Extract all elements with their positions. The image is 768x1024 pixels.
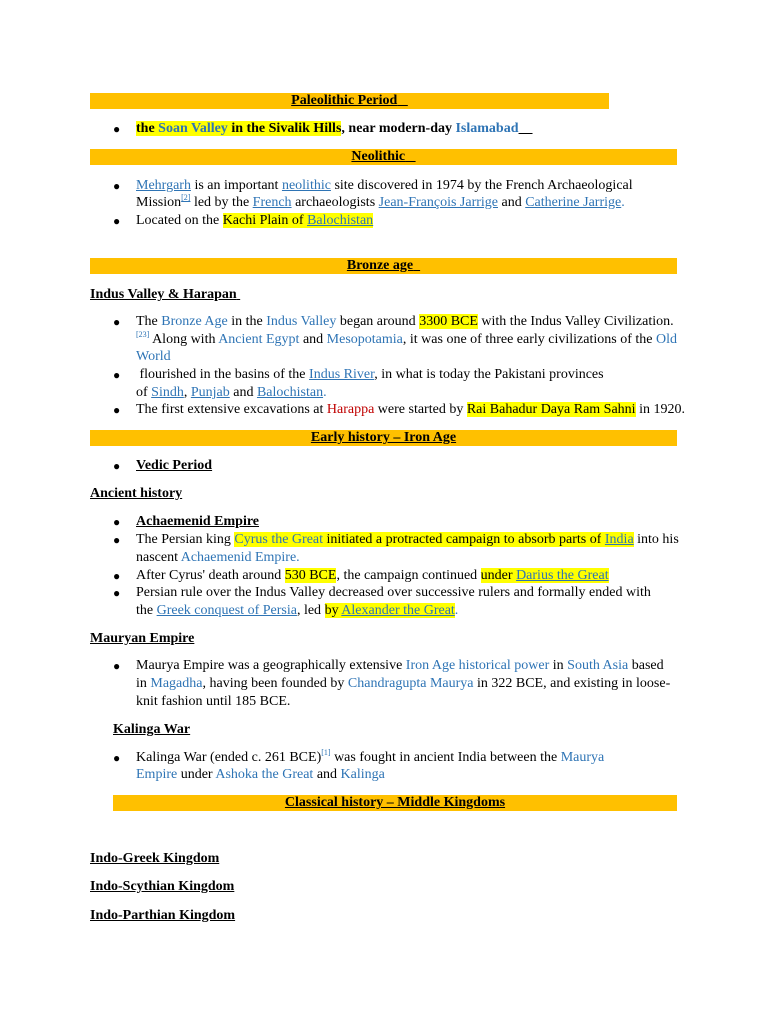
south-asia-link[interactable]: South Asia bbox=[567, 658, 629, 673]
iron-age-power-link[interactable]: Iron Age historical power bbox=[405, 658, 550, 673]
list-item: Maurya Empire was a geographically extensive Iron Age historical power in South Asia based bbox=[136, 658, 664, 673]
section-title-neolithic: Neolithic bbox=[351, 149, 406, 164]
section-band-classical bbox=[113, 795, 677, 811]
section-title-iron: Early history – Iron Age bbox=[310, 430, 457, 445]
chandragupta-link[interactable]: Chandragupta Maurya bbox=[347, 676, 474, 691]
old-world-link[interactable]: Old bbox=[655, 332, 677, 347]
section-title-bronze: Bronze age bbox=[346, 258, 414, 273]
indus-valley-link[interactable]: Indus Valley bbox=[266, 314, 337, 329]
bullet-icon: ● bbox=[113, 459, 121, 473]
heading-indo-greek: Indo-Greek Kingdom bbox=[90, 851, 220, 866]
section-band-neolithic bbox=[90, 149, 677, 165]
jarrige-c-link[interactable]: Catherine Jarrige bbox=[525, 195, 622, 210]
bullet-icon: ● bbox=[113, 533, 121, 547]
bullet-icon: ● bbox=[113, 751, 121, 765]
list-item-cont: nascent Achaemenid Empire. bbox=[136, 550, 300, 565]
list-item-cont: the Greek conquest of Persia, led by Alexander the Great. bbox=[136, 603, 459, 618]
list-item: flourished in the basins of the Indus River, in what is today the Pakistani provinces bbox=[139, 367, 604, 382]
achaemenid-empire: Achaemenid Empire bbox=[136, 514, 260, 529]
subheading-mauryan: Mauryan Empire bbox=[90, 631, 195, 646]
darius-link[interactable]: Darius the Great bbox=[516, 568, 609, 583]
subheading-ancient: Ancient history bbox=[90, 486, 183, 501]
bullet-icon: ● bbox=[113, 368, 121, 382]
list-item: the Soan Valley in the Sivalik Hills, near modern-day Islamabad bbox=[136, 121, 519, 136]
old-world-link-cont[interactable]: World bbox=[136, 349, 171, 364]
kalinga-link[interactable]: Kalinga bbox=[340, 767, 385, 782]
maurya-empire-link[interactable]: Maurya bbox=[560, 750, 605, 765]
bullet-icon: ● bbox=[113, 214, 121, 228]
subheading-kalinga: Kalinga War bbox=[113, 722, 191, 737]
sindh-link[interactable]: Sindh bbox=[151, 385, 184, 400]
list-item-cont: [23] Along with Ancient Egypt and Mesopotamia, it was one of three early civilizations of the Old bbox=[136, 330, 677, 347]
bullet-icon: ● bbox=[113, 569, 121, 583]
list-item: After Cyrus' death around 530 BCE, the campaign continued under Darius the Great bbox=[136, 568, 609, 583]
list-item: Persian rule over the Indus Valley decreased over successive rulers and formally ended with bbox=[136, 585, 651, 600]
list-item: The first extensive excavations at Harappa were started by Rai Bahadur Daya Ram Sahni in 1920. bbox=[136, 402, 685, 417]
list-item: The Persian king Cyrus the Great initiated a protracted campaign to absorb parts of India into his bbox=[136, 532, 679, 547]
balochistan-link[interactable]: Balochistan bbox=[307, 213, 374, 228]
citation-1[interactable]: [1] bbox=[321, 748, 331, 757]
list-item-cont: Empire under Ashoka the Great and Kalinga bbox=[136, 767, 385, 782]
cyrus-link[interactable]: Cyrus the Great bbox=[234, 532, 324, 547]
section-title-classical: Classical history – Middle Kingdoms bbox=[284, 795, 506, 810]
magadha-link[interactable]: Magadha bbox=[150, 676, 203, 691]
bullet-icon: ● bbox=[113, 515, 121, 529]
achaemenid-link[interactable]: Achaemenid Empire. bbox=[180, 550, 300, 565]
islamabad-link[interactable]: Islamabad bbox=[455, 121, 519, 136]
list-item: Mehrgarh is an important neolithic site discovered in 1974 by the French Archaeological bbox=[136, 178, 633, 193]
mesopotamia-link[interactable]: Mesopotamia bbox=[326, 332, 403, 347]
ashoka-link[interactable]: Ashoka the Great bbox=[215, 767, 314, 782]
bronze-age-link[interactable]: Bronze Age bbox=[161, 314, 228, 329]
neolithic-link[interactable]: neolithic bbox=[281, 178, 331, 193]
section-band-bronze bbox=[90, 258, 677, 274]
section-band-paleolithic bbox=[90, 93, 609, 109]
greek-conquest-link[interactable]: Greek conquest of Persia bbox=[156, 603, 297, 618]
india-link[interactable]: India bbox=[604, 532, 634, 547]
list-item: Kalinga War (ended c. 261 BCE)[1] was fought in ancient India between the Maurya bbox=[136, 748, 605, 765]
bullet-icon: ● bbox=[113, 179, 121, 193]
vedic-period: Vedic Period bbox=[136, 458, 213, 473]
heading-indo-scythian: Indo-Scythian Kingdom bbox=[90, 879, 235, 894]
heading-indo-parthian: Indo-Parthian Kingdom bbox=[90, 908, 236, 923]
french-link[interactable]: French bbox=[252, 195, 292, 210]
maurya-empire-link-cont[interactable]: Empire bbox=[136, 767, 178, 782]
list-item-cont: of Sindh, Punjab and Balochistan. bbox=[136, 385, 327, 400]
list-item-cont: knit fashion until 185 BCE. bbox=[136, 694, 291, 709]
bullet-icon: ● bbox=[113, 122, 121, 136]
indus-river-link[interactable]: Indus River bbox=[309, 367, 375, 382]
citation-2[interactable]: [2] bbox=[181, 193, 191, 202]
bullet-icon: ● bbox=[113, 659, 121, 673]
ancient-egypt-link[interactable]: Ancient Egypt bbox=[218, 332, 300, 347]
citation-23[interactable]: [23] bbox=[136, 330, 150, 339]
list-item-cont bbox=[136, 348, 171, 366]
list-item-cont: in Magadha, having been founded by Chandragupta Maurya in 322 BCE, and existing in loose- bbox=[136, 676, 671, 691]
section-title-paleolithic: Paleolithic Period bbox=[291, 93, 398, 108]
bullet-icon: ● bbox=[113, 586, 121, 600]
balochistan-link-2[interactable]: Balochistan bbox=[256, 385, 324, 400]
mehrgarh-link[interactable]: Mehrgarh bbox=[136, 178, 191, 193]
punjab-link[interactable]: Punjab bbox=[190, 385, 230, 400]
bullet-icon: ● bbox=[113, 315, 121, 329]
subheading-indus: Indus Valley & Harapan bbox=[90, 287, 237, 302]
list-item: Located on the Kachi Plain of Balochistan bbox=[136, 213, 374, 228]
list-item: The Bronze Age in the Indus Valley began around 3300 BCE with the Indus Valley Civilization. bbox=[136, 314, 674, 329]
list-item-cont: Mission[2] led by the French archaeologists Jean-François Jarrige and Catherine Jarrige. bbox=[136, 193, 625, 210]
soan-valley-link[interactable]: Soan Valley bbox=[158, 121, 228, 136]
section-band-iron bbox=[90, 430, 677, 446]
alexander-link[interactable]: Alexander the Great bbox=[341, 603, 455, 618]
bullet-icon: ● bbox=[113, 403, 121, 417]
jarrige-jf-link[interactable]: Jean-François Jarrige bbox=[378, 195, 498, 210]
